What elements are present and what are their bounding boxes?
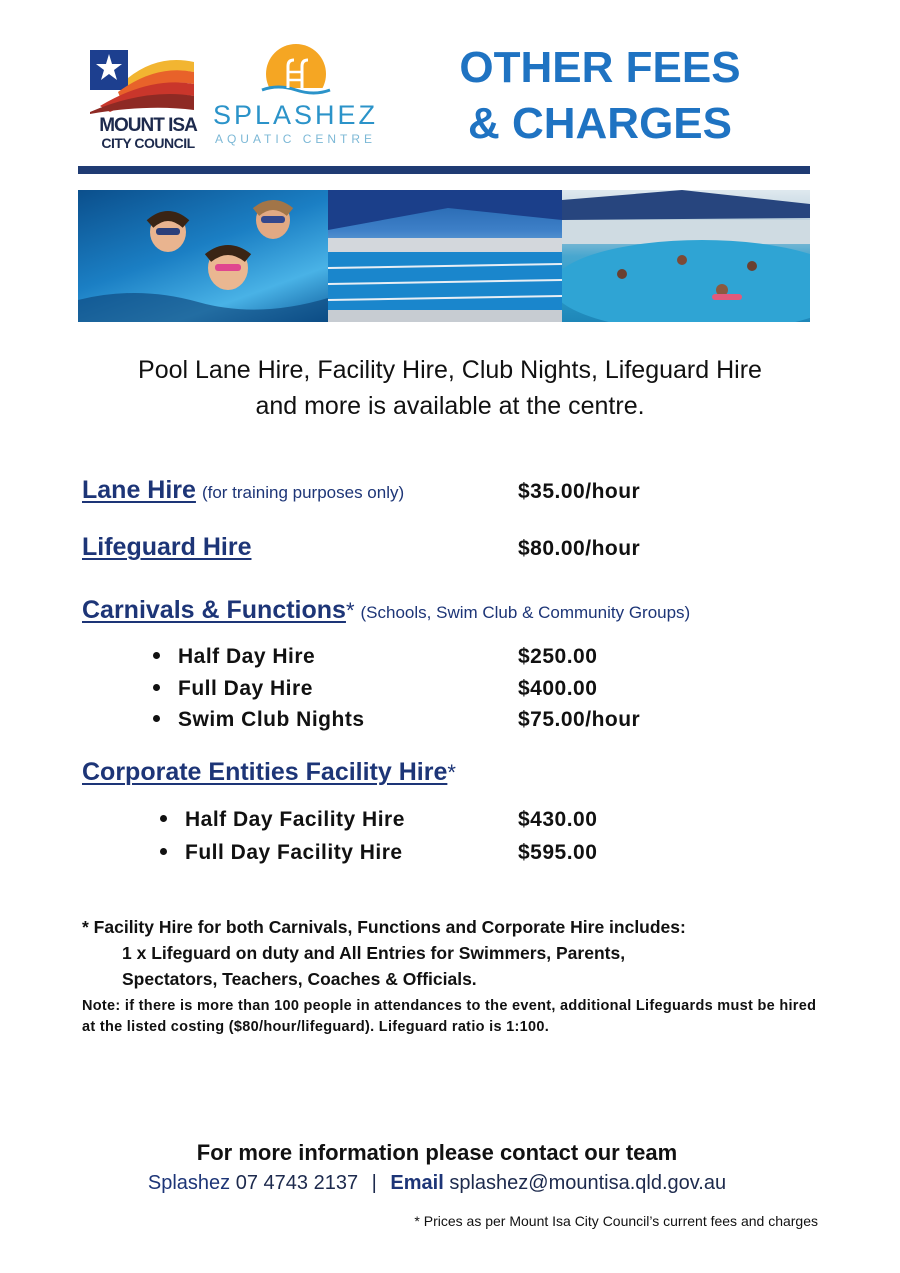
bullet-icon [153,652,160,659]
lane-hire-heading [82,476,404,505]
page-title-line1: OTHER FEES [459,43,741,92]
intro-line1: Pool Lane Hire, Facility Hire, Club Nights, Lifeguard Hire [138,356,762,384]
corporate-label: Corporate Entities Facility Hire [82,758,448,786]
contact-details [0,1172,874,1195]
carnivals-item-label: Half Day Hire [178,645,316,668]
carnivals-asterisk: * [345,598,355,623]
footnote-line3: Spectators, Teachers, Coaches & Officials. [122,969,477,989]
footnote-line2: 1 x Lifeguard on duty and All Entries for Swimmers, Parents, [122,943,626,963]
corporate-item-price: $430.00 [518,808,598,831]
carnivals-item-price: $250.00 [518,645,598,668]
splashez-logo-subtitle: AQUATIC CENTRE [214,132,377,146]
splashez-logo [213,40,378,160]
list-item [160,808,405,832]
page-title [450,40,750,152]
bullet-icon [153,684,160,691]
list-item [153,708,365,732]
lane-hire-price: $35.00/hour [518,480,641,503]
page-header [78,40,810,165]
council-logo-line2: CITY COUNCIL [101,135,195,151]
corporate-asterisk: * [447,760,456,785]
council-emblem-icon [88,48,198,114]
carnivals-item-label: Swim Club Nights [178,708,365,731]
lifeguard-hire-label: Lifeguard Hire [82,533,252,561]
phone-label: Splashez [147,1172,231,1194]
intro-line2: and more is available at the centre. [255,392,645,420]
contact-heading: For more information please contact our team [196,1140,678,1165]
email-label: Email [390,1172,444,1194]
carnivals-heading [82,596,690,625]
prices-disclaimer: * Prices as per Mount Isa City Council’s current fees and charges [414,1213,818,1229]
photo-lap-pool [328,190,562,322]
lifeguard-ratio-note: Note: if there is more than 100 people in attendances to the event, additional Lifeguards must be hired at the listed costing ($80/hour/lifeguard). Lifeguard ratio is 1:100. [82,998,817,1035]
corporate-item-label: Half Day Facility Hire [185,808,405,831]
mount-isa-city-council-logo [88,48,203,158]
carnivals-item-price: $75.00/hour [518,708,641,731]
photo-leisure-pool [562,190,810,322]
intro-text [60,352,840,424]
contact-separator: | [371,1172,377,1194]
carnivals-label: Carnivals & Functions [82,596,346,624]
list-item [153,677,313,701]
list-item [153,645,315,669]
carnivals-item-price: $400.00 [518,677,598,700]
corporate-item-price: $595.00 [518,841,598,864]
corporate-item-label: Full Day Facility Hire [185,841,403,864]
footnote-line1: * Facility Hire for both Carnivals, Functions and Corporate Hire includes: [82,917,686,937]
bullet-icon [160,848,167,855]
sun-ladder-icon [248,40,344,102]
lane-hire-note: (for training purposes only) [201,483,405,502]
lifeguard-hire-price: $80.00/hour [518,537,641,560]
bullet-icon [160,815,167,822]
corporate-heading [82,758,456,787]
splashez-logo-name: SPLASHEZ [213,100,379,130]
carnivals-item-label: Full Day Hire [178,677,313,700]
photo-strip [78,190,810,322]
bullet-icon [153,715,160,722]
phone-number[interactable]: 07 4743 2137 [235,1172,359,1194]
list-item [160,841,403,865]
email-link[interactable]: splashez@mountisa.qld.gov.au [449,1172,727,1194]
carnivals-note: (Schools, Swim Club & Community Groups) [360,603,691,622]
header-divider [78,166,810,174]
lifeguard-hire-heading [82,533,251,562]
facility-hire-footnote [82,914,812,992]
lane-hire-label: Lane Hire [82,476,196,504]
photo-children-swimming [78,190,328,322]
page-title-line2: & CHARGES [467,99,733,148]
council-logo-line1: MOUNT ISA [99,115,197,136]
